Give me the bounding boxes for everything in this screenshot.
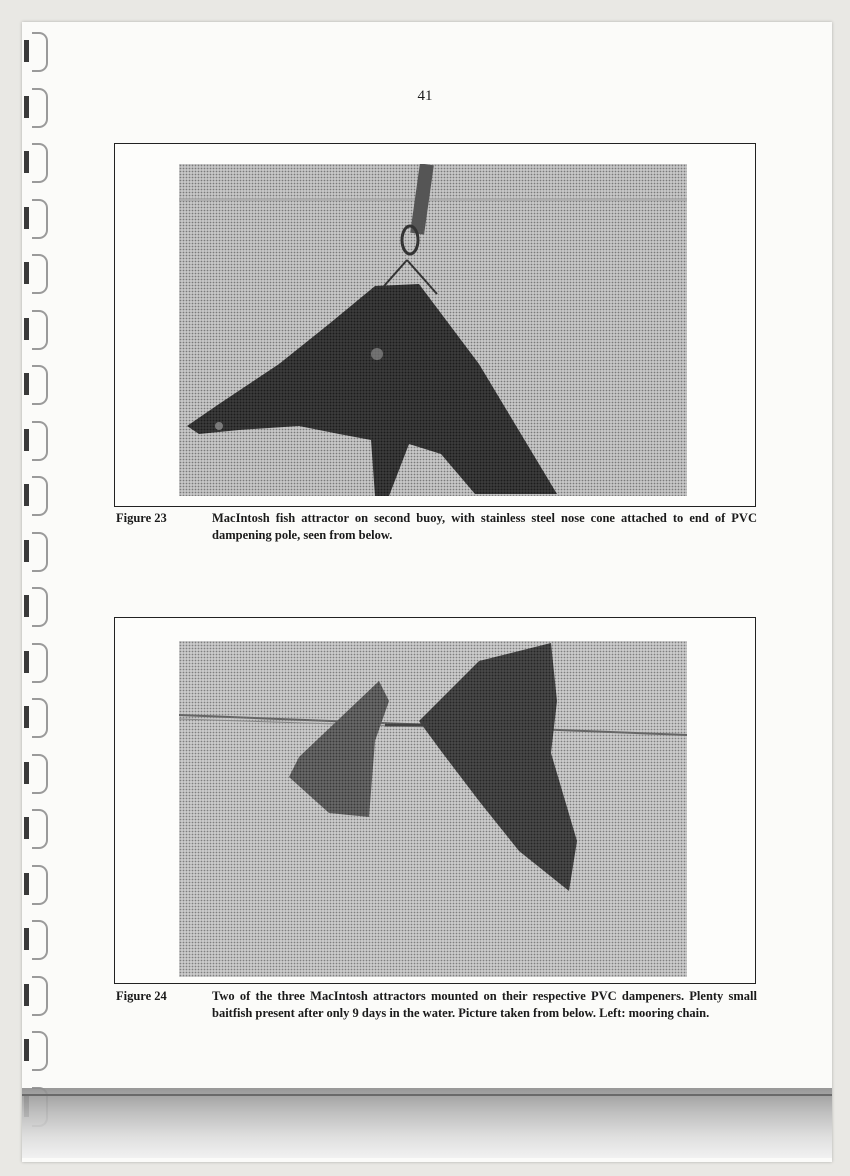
spiral-binding — [20, 20, 56, 1160]
binding-coil — [32, 1031, 48, 1071]
binding-coil — [32, 920, 48, 960]
page-number: 41 — [417, 88, 433, 104]
binding-ring — [20, 918, 52, 960]
figure-24-photo — [179, 641, 687, 977]
binding-coil — [32, 421, 48, 461]
binding-coil — [32, 310, 48, 350]
binding-hole — [24, 373, 29, 395]
binding-coil — [32, 532, 48, 572]
binding-ring — [20, 419, 52, 461]
binding-hole — [24, 928, 29, 950]
binding-coil — [32, 32, 48, 72]
binding-coil — [32, 698, 48, 738]
figure-label: Figure 24 — [116, 989, 167, 1003]
binding-ring — [20, 696, 52, 738]
binding-hole — [24, 762, 29, 784]
binding-coil — [32, 254, 48, 294]
binding-ring — [20, 1029, 52, 1071]
binding-ring — [20, 363, 52, 405]
figure-label: Figure 23 — [116, 511, 167, 525]
binding-hole — [24, 817, 29, 839]
figure-23-frame — [114, 143, 756, 507]
scan-shadow — [22, 1088, 832, 1158]
binding-ring — [20, 807, 52, 849]
binding-ring — [20, 252, 52, 294]
figure-24-frame — [114, 617, 756, 984]
binding-coil — [32, 476, 48, 516]
binding-ring — [20, 752, 52, 794]
figure-caption-text: MacIntosh fish attractor on second buoy, with stainless steel nose cone attached to end of PVC dampening pole, seen from below. — [212, 511, 757, 542]
binding-coil — [32, 643, 48, 683]
binding-hole — [24, 207, 29, 229]
binding-ring — [20, 308, 52, 350]
binding-hole — [24, 40, 29, 62]
binding-ring — [20, 641, 52, 683]
binding-hole — [24, 651, 29, 673]
binding-coil — [32, 754, 48, 794]
figure-23-photo — [179, 164, 687, 496]
binding-coil — [32, 809, 48, 849]
binding-coil — [32, 365, 48, 405]
binding-hole — [24, 873, 29, 895]
binding-hole — [24, 151, 29, 173]
binding-ring — [20, 197, 52, 239]
binding-hole — [24, 540, 29, 562]
binding-ring — [20, 474, 52, 516]
binding-coil — [32, 143, 48, 183]
page-edge-line — [22, 1094, 832, 1096]
binding-coil — [32, 199, 48, 239]
binding-ring — [20, 30, 52, 72]
binding-ring — [20, 863, 52, 905]
binding-hole — [24, 318, 29, 340]
binding-hole — [24, 429, 29, 451]
binding-ring — [20, 585, 52, 627]
figure-caption-text: Two of the three MacIntosh attractors mounted on their respective PVC dampeners. Plenty small baitfish present after only 9 days in the water. Picture taken from below. Left: mooring chain. — [212, 989, 757, 1020]
binding-coil — [32, 976, 48, 1016]
binding-ring — [20, 974, 52, 1016]
binding-ring — [20, 141, 52, 183]
binding-coil — [32, 865, 48, 905]
binding-hole — [24, 1039, 29, 1061]
binding-hole — [24, 706, 29, 728]
binding-hole — [24, 262, 29, 284]
binding-hole — [24, 984, 29, 1006]
binding-ring — [20, 530, 52, 572]
binding-hole — [24, 484, 29, 506]
binding-coil — [32, 587, 48, 627]
binding-hole — [24, 595, 29, 617]
